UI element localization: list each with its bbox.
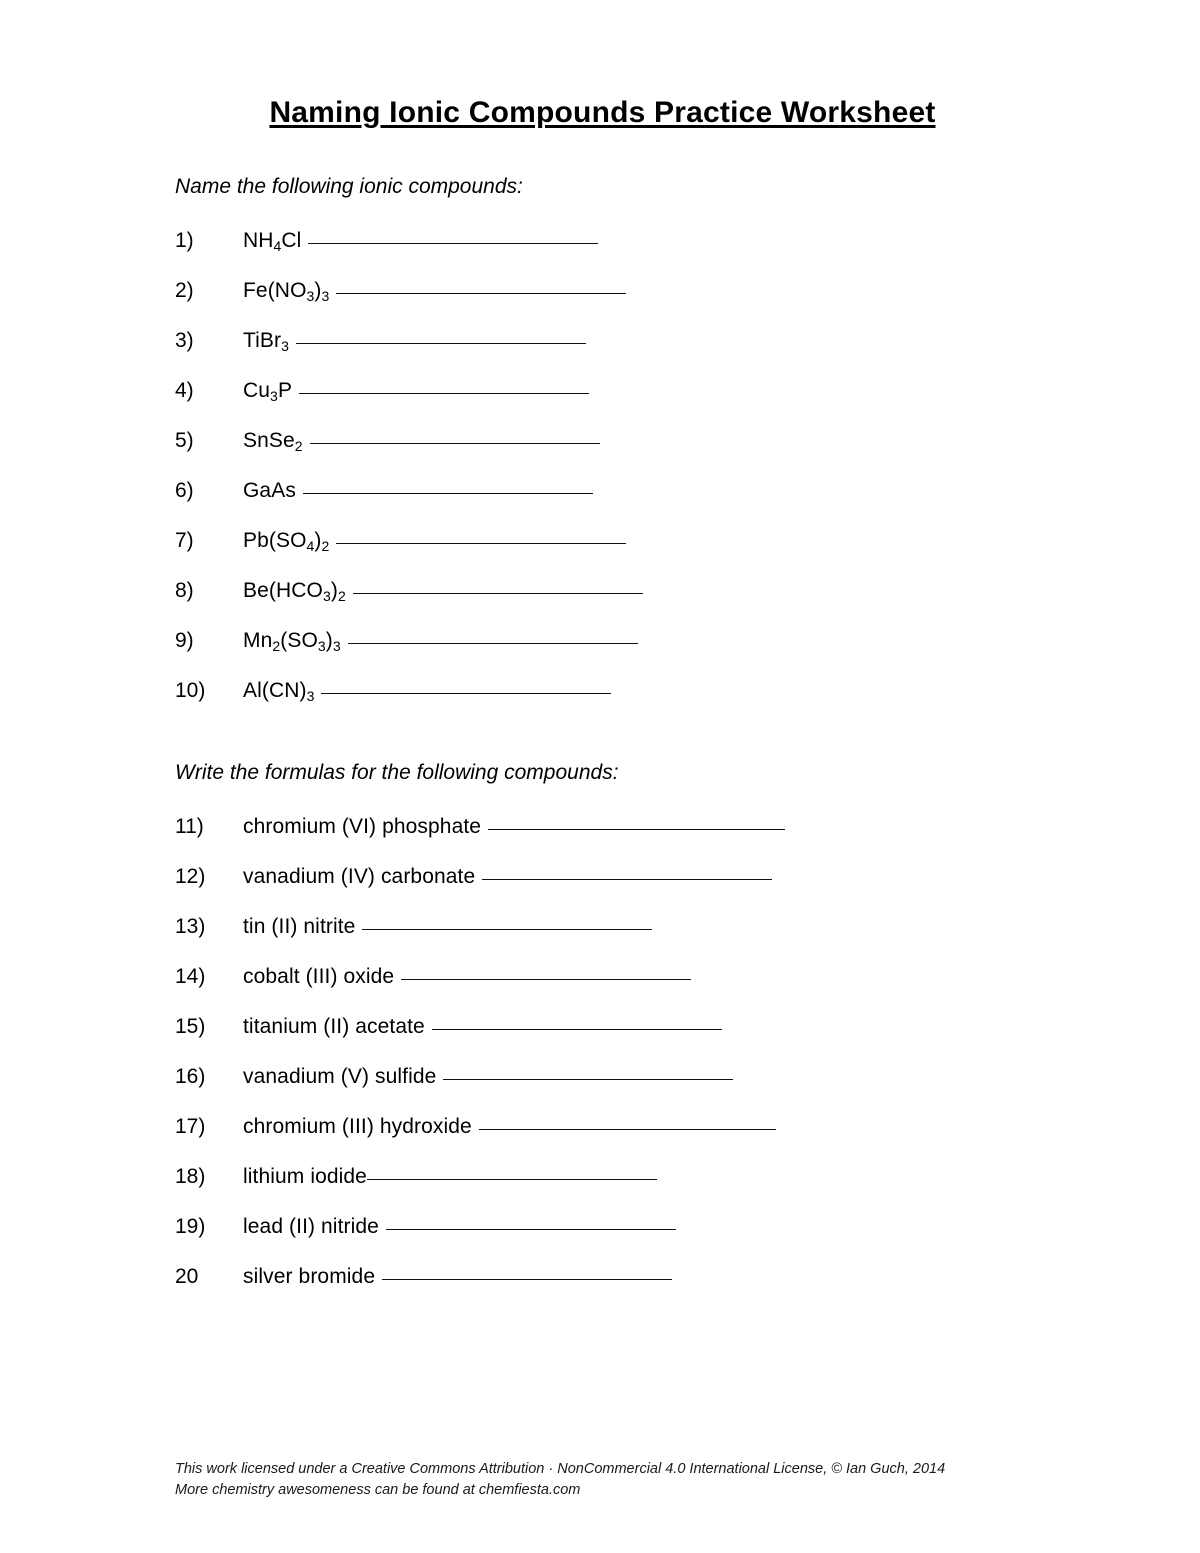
compound-name: lithium iodide: [243, 1165, 367, 1188]
answer-blank[interactable]: [386, 1228, 676, 1230]
question-number: 4): [175, 379, 194, 402]
compound-name: chromium (VI) phosphate: [243, 815, 482, 838]
compound-formula: $Fe(NO_3)_3$: [243, 279, 330, 304]
answer-blank[interactable]: [296, 342, 586, 344]
question-row: [175, 915, 1030, 939]
compound-formula: $Be(HCO_3)_2$: [243, 579, 346, 604]
question-body: [243, 229, 1030, 253]
answer-blank[interactable]: [299, 392, 589, 394]
answer-blank[interactable]: [432, 1028, 722, 1030]
question-number: 2): [175, 279, 194, 302]
license-line-1: This work licensed under a Creative Commons Attribution · NonCommercial 4.0 International License, © Ian Guch, 2014: [175, 1460, 946, 1477]
question-number: 12): [175, 865, 206, 888]
question-body: [243, 329, 1030, 353]
question-row: [175, 379, 1030, 403]
compound-name: cobalt (III) oxide: [243, 965, 395, 988]
answer-blank[interactable]: [310, 442, 600, 444]
answer-blank[interactable]: [482, 878, 772, 880]
question-row: [175, 1015, 1030, 1039]
answer-blank[interactable]: [479, 1128, 776, 1130]
question-number: 20: [175, 1265, 199, 1288]
question-number: 9): [175, 629, 194, 652]
answer-blank[interactable]: [443, 1078, 733, 1080]
compound-formula: $Pb(SO_4)_2$: [243, 529, 330, 554]
compound-formula: $Al(CN)_3$: [243, 679, 315, 704]
section-2-instruction: Write the formulas for the following compounds:: [175, 761, 619, 784]
questions-part-2: [175, 815, 1030, 1289]
question-body: [243, 1265, 1030, 1289]
question-number: 10): [175, 679, 206, 702]
compound-name: vanadium (V) sulfide: [243, 1065, 437, 1088]
answer-blank[interactable]: [321, 692, 611, 694]
question-body: [243, 379, 1030, 403]
answer-blank[interactable]: [488, 828, 785, 830]
question-number: 7): [175, 529, 194, 552]
question-number: 19): [175, 1215, 206, 1238]
question-row: [175, 629, 1030, 653]
question-number: 8): [175, 579, 194, 602]
question-number: 17): [175, 1115, 206, 1138]
question-row: [175, 965, 1030, 989]
question-row: [175, 429, 1030, 453]
question-body: [243, 429, 1030, 453]
question-row: [175, 279, 1030, 303]
question-body: [243, 965, 1030, 989]
question-row: [175, 1215, 1030, 1239]
answer-blank[interactable]: [303, 492, 593, 494]
question-body: [243, 815, 1030, 839]
question-number: 3): [175, 329, 194, 352]
question-row: [175, 679, 1030, 703]
compound-formula: $Mn_2(SO_3)_3$: [243, 629, 341, 654]
question-row: [175, 479, 1030, 503]
question-body: [243, 1065, 1030, 1089]
compound-name: titanium (II) acetate: [243, 1015, 425, 1038]
question-body: [243, 279, 1030, 303]
compound-formula: SnSe$_2$: [243, 429, 303, 454]
compound-name: tin (II) nitrite: [243, 915, 356, 938]
question-row: [175, 229, 1030, 253]
question-row: [175, 529, 1030, 553]
answer-blank[interactable]: [336, 542, 626, 544]
question-body: [243, 1215, 1030, 1239]
compound-formula: $Cu_3P$: [243, 379, 293, 404]
compound-formula: TiBr$_3$: [243, 329, 290, 354]
answer-blank[interactable]: [348, 642, 638, 644]
answer-blank[interactable]: [353, 592, 643, 594]
question-row: [175, 815, 1030, 839]
compound-name: vanadium (IV) carbonate: [243, 865, 476, 888]
section-1-instruction: Name the following ionic compounds:: [175, 175, 523, 198]
question-body: [243, 629, 1030, 653]
question-number: 1): [175, 229, 194, 252]
question-row: [175, 329, 1030, 353]
compound-name: chromium (III) hydroxide: [243, 1115, 472, 1138]
question-number: 11): [175, 815, 204, 838]
question-body: [243, 865, 1030, 889]
question-number: 6): [175, 479, 194, 502]
license-footer: [175, 1459, 945, 1501]
question-number: 14): [175, 965, 206, 988]
questions-part-1: [175, 229, 1030, 703]
question-number: 13): [175, 915, 206, 938]
answer-blank[interactable]: [367, 1178, 657, 1180]
question-body: [243, 529, 1030, 553]
question-row: [175, 1265, 1030, 1289]
question-body: [243, 1115, 1030, 1139]
question-body: [243, 1165, 1030, 1189]
question-row: [175, 1165, 1030, 1189]
answer-blank[interactable]: [362, 928, 652, 930]
question-body: [243, 479, 1030, 503]
question-number: 18): [175, 1165, 206, 1188]
question-row: [175, 865, 1030, 889]
question-number: 15): [175, 1015, 206, 1038]
question-body: [243, 679, 1030, 703]
question-number: 16): [175, 1065, 206, 1088]
compound-name: lead (II) nitride: [243, 1215, 379, 1238]
answer-blank[interactable]: [308, 242, 598, 244]
question-row: [175, 1115, 1030, 1139]
compound-name: silver bromide: [243, 1265, 376, 1288]
answer-blank[interactable]: [336, 292, 626, 294]
question-body: [243, 915, 1030, 939]
answer-blank[interactable]: [382, 1278, 672, 1280]
question-body: [243, 1015, 1030, 1039]
question-row: [175, 579, 1030, 603]
compound-formula: GaAs: [243, 479, 296, 502]
license-line-2: More chemistry awesomeness can be found at chemfiesta.com: [175, 1481, 581, 1498]
page-title: Naming Ionic Compounds Practice Worksheet: [269, 96, 936, 129]
answer-blank[interactable]: [401, 978, 691, 980]
compound-formula: $NH_4Cl$: [243, 229, 302, 254]
question-body: [243, 579, 1030, 603]
question-row: [175, 1065, 1030, 1089]
question-number: 5): [175, 429, 194, 452]
